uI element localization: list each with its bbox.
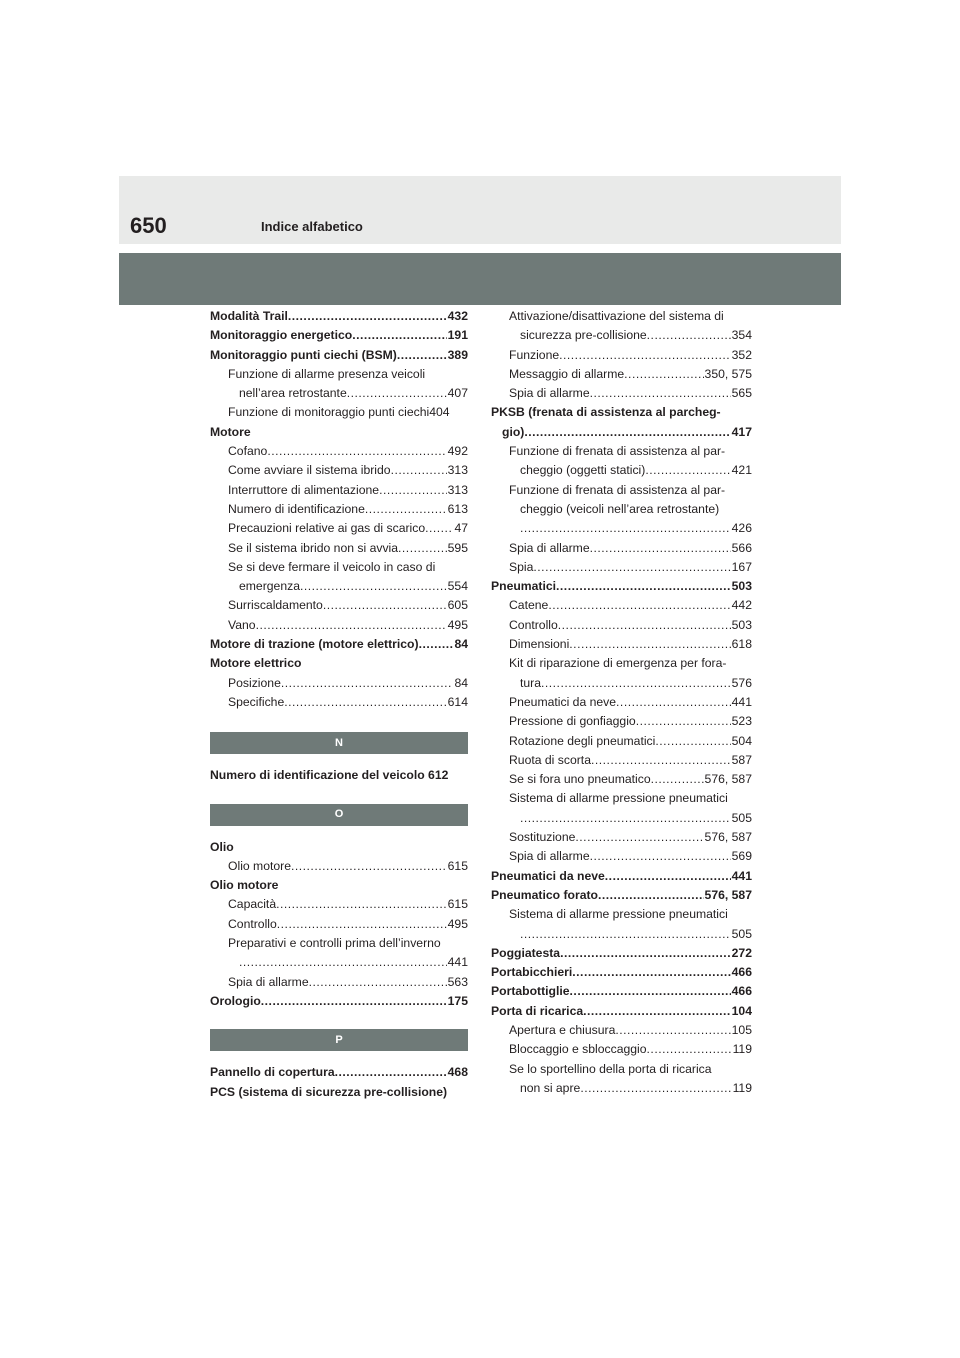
- letter-divider-p: P: [210, 1029, 468, 1051]
- index-entry: Pannello di copertura ..... 468: [210, 1063, 468, 1082]
- index-subentry-text: Sistema di allarme pressione pneumatici: [509, 907, 728, 922]
- index-subentry-text: Attivazione/disattivazione del sistema di: [509, 309, 724, 323]
- index-subentry: Spia ..... 167: [491, 558, 752, 577]
- index-subentry: Capacità ..... 615: [210, 895, 468, 914]
- index-entry: gio) ..... 417: [491, 423, 752, 442]
- index-subentry-text: Sistema di allarme pressione pneumatici: [509, 791, 728, 806]
- index-subentry: Rotazione degli pneumatici ..... 504: [491, 732, 752, 751]
- index-subentry: Interruttore di alimentazione ..... 313: [210, 481, 468, 500]
- index-subentry: Funzione ..... 352: [491, 346, 752, 365]
- index-subentry: Controllo ..... 495: [210, 915, 468, 934]
- index-subentry: Catene ..... 442: [491, 596, 752, 615]
- index-entry: Monitoraggio energetico ..... 191: [210, 326, 468, 345]
- index-subentry: Se il sistema ibrido non si avvia ..... 595: [210, 539, 468, 558]
- index-entry: Motore di trazione (motore elettrico) ..... 84: [210, 635, 468, 654]
- index-entry: Pneumatici da neve ..... 441: [491, 867, 752, 886]
- index-entry: Modalità Trail ..... 432: [210, 307, 468, 326]
- index-entry: Orologio ..... 175: [210, 992, 468, 1011]
- page-number: 650: [130, 213, 167, 238]
- index-subentry-text: cheggio (veicoli nell’area retrostante): [520, 501, 720, 516]
- index-subentry: Spia di allarme ..... 563: [210, 973, 468, 992]
- index-entry: Porta di ricarica ..... 104: [491, 1002, 752, 1021]
- index-subentry: sicurezza pre-collisione ..... 354: [491, 326, 752, 345]
- index-subentry: Pressione di gonfiaggio ..... 523: [491, 712, 752, 731]
- index-subentry: Controllo ..... 503: [491, 616, 752, 635]
- index-subentry: Sostituzione ..... 576, 587: [491, 828, 752, 847]
- index-subentry: ..... 505: [491, 925, 752, 944]
- index-subentry: nell’area retrostante ..... 407: [210, 384, 468, 403]
- index-entry: Monitoraggio punti ciechi (BSM) ..... 389: [210, 346, 468, 365]
- index-heading: Motore: [210, 424, 251, 439]
- index-subentry: ..... 441: [210, 953, 468, 972]
- index-subentry: ..... 505: [491, 809, 752, 828]
- page-header: [119, 176, 841, 244]
- index-subentry-text: Preparativi e controlli prima dell’inverno: [228, 936, 441, 951]
- index-column-left: [210, 307, 468, 1102]
- index-entry: Portabicchieri ..... 466: [491, 963, 752, 982]
- index-subentry: Ruota di scorta ..... 587: [491, 751, 752, 770]
- letter-divider-o: O: [210, 804, 468, 826]
- index-subentry-text: Se si deve fermare il veicolo in caso di: [228, 559, 436, 574]
- index-subentry: Messaggio di allarme ..... 350, 575: [491, 365, 752, 384]
- index-subentry-text: Funzione di frenata di assistenza al par-: [509, 444, 726, 459]
- index-subentry: Numero di identificazione ..... 613: [210, 500, 468, 519]
- index-subentry: tura ..... 576: [491, 674, 752, 693]
- index-entry: Pneumatici ..... 503: [491, 577, 752, 596]
- index-subentry: emergenza ..... 554: [210, 577, 468, 596]
- index-subentry-text: Funzione di monitoraggio punti ciechi404: [228, 405, 450, 420]
- index-subentry: Come avviare il sistema ibrido ..... 313: [210, 461, 468, 480]
- index-subentry: Se si fora uno pneumatico ..... 576, 587: [491, 770, 752, 789]
- index-subentry: Pneumatici da neve ..... 441: [491, 693, 752, 712]
- index-subentry: ..... 426: [491, 519, 752, 538]
- index-subentry: Spia di allarme ..... 566: [491, 539, 752, 558]
- index-subentry: Cofano ..... 492: [210, 442, 468, 461]
- index-heading: Motore elettrico: [210, 656, 302, 671]
- index-subentry-text: Funzione di frenata di assistenza al par-: [509, 482, 726, 497]
- index-subentry: Spia di allarme ..... 569: [491, 847, 752, 866]
- index-subentry: Olio motore ..... 615: [210, 857, 468, 876]
- index-subentry-text: Kit di riparazione di emergenza per fora-: [509, 656, 727, 671]
- index-entry: Numero di identificazione del veicolo 612: [210, 768, 449, 783]
- index-heading: Olio: [210, 839, 234, 854]
- letter-divider-n: N: [210, 732, 468, 754]
- index-subentry: non si apre ..... 119: [491, 1079, 752, 1098]
- index-heading: PCS (sistema di sicurezza pre-collisione): [210, 1084, 448, 1099]
- index-subentry: Precauzioni relative ai gas di scarico ..... 47: [210, 519, 468, 538]
- index-entry: Portabottiglie ..... 466: [491, 982, 752, 1001]
- header-band: [119, 253, 841, 305]
- index-entry: Pneumatico forato ..... 576, 587: [491, 886, 752, 905]
- index-subentry: Surriscaldamento ..... 605: [210, 596, 468, 615]
- index-subentry: Spia di allarme ..... 565: [491, 384, 752, 403]
- index-heading: Olio motore: [210, 878, 279, 893]
- index-subentry: Posizione ..... 84: [210, 674, 468, 693]
- index-column-right: [491, 307, 752, 1098]
- index-subentry-text: Funzione di allarme presenza veicoli: [228, 366, 426, 381]
- index-subentry: cheggio (oggetti statici) ..... 421: [491, 461, 752, 480]
- index-subentry: Dimensioni ..... 618: [491, 635, 752, 654]
- index-subentry: Specifiche ..... 614: [210, 693, 468, 712]
- index-subentry: Vano ..... 495: [210, 616, 468, 635]
- index-subentry: Bloccaggio e sbloccaggio ..... 119: [491, 1040, 752, 1059]
- section-title: Indice alfabetico: [261, 219, 363, 234]
- index-entry: Poggiatesta ..... 272: [491, 944, 752, 963]
- index-subentry: Apertura e chiusura ..... 105: [491, 1021, 752, 1040]
- index-subentry-text: Se lo sportellino della porta di ricarica: [509, 1061, 712, 1076]
- index-heading: PKSB (frenata di assistenza al parcheg-: [491, 405, 721, 420]
